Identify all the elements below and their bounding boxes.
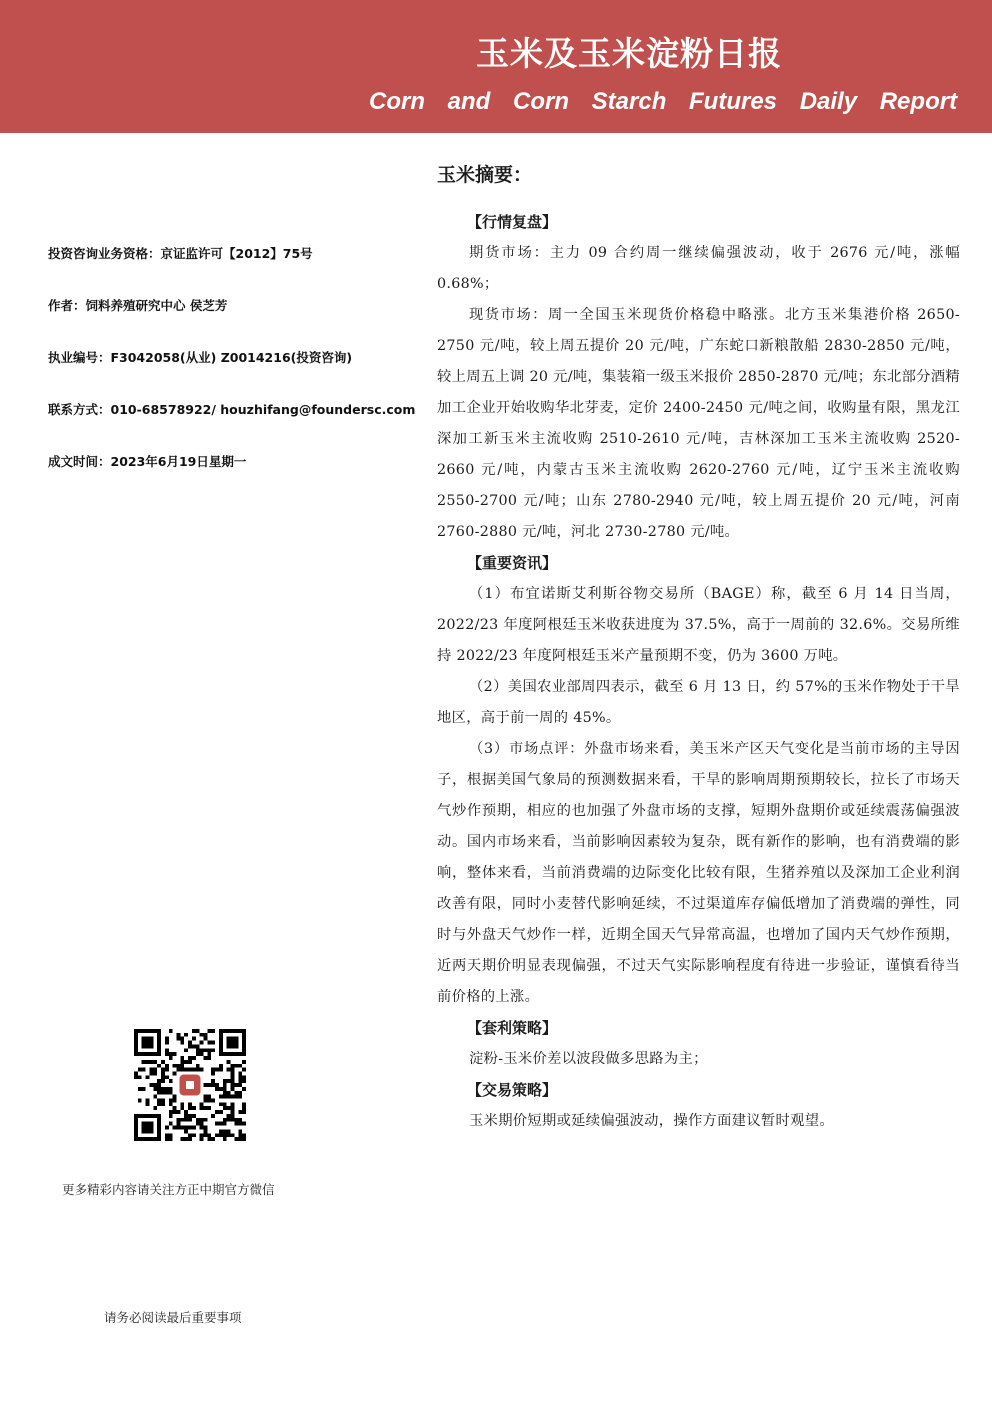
qr-caption: 更多精彩内容请关注方正中期官方微信 <box>62 1182 275 1197</box>
market-review-heading: 【行情复盘】 <box>467 213 558 231</box>
arbitrage-paragraph: 淀粉-玉米价差以波段做多思路为主； <box>469 1051 708 1067</box>
date-line: 成文时间：2023年6月19日星期一 <box>48 454 247 469</box>
qualification-line: 投资咨询业务资格：京证监许可【2012】75号 <box>48 246 313 261</box>
report-header <box>0 0 992 133</box>
futures-market-paragraph: 期货市场：主力 09 合约周一继续偏强波动，收于 2676 元/吨，涨幅 0.68%； <box>437 245 960 292</box>
report-body <box>437 160 960 1137</box>
arbitrage-heading: 【套利策略】 <box>467 1019 558 1037</box>
author-line: 作者：饲料养殖研究中心 侯芝芳 <box>48 298 228 313</box>
author-info-panel <box>48 244 428 504</box>
news-heading: 【重要资讯】 <box>467 554 558 572</box>
disclaimer-note: 请务必阅读最后重要事项 <box>104 1310 242 1325</box>
contact-line: 联系方式：010-68578922/ houzhifang@foundersc.com <box>48 402 416 417</box>
news-item-3: （3）市场点评：外盘市场来看，美玉米产区天气变化是当前市场的主导因子，根据美国气象局的预测数据来看，干旱的影响周期预期较长，拉长了市场天气炒作预期，相应的也加强了外盘市场的支撑，短期外盘期价或延续震荡偏强波动。国内市场来看，当前影响因素较为复杂，既有新作的影响，也有消费端的影响，整体来看，当前消费端的边际变化比较有限，生猪养殖以及深加工企业利润改善有限，同时小麦替代影响延续，不过渠道库存偏低增加了消费端的弹性，同时与外盘天气炒作一样，近期全国天气异常高温，也增加了国内天气炒作预期，近两天期价明显表现偏强，不过天气实际影响程度有待进一步验证，谨慎看待当前价格的上涨。 <box>437 741 960 1005</box>
trading-paragraph: 玉米期价短期或延续偏强波动，操作方面建议暂时观望。 <box>469 1113 834 1129</box>
trading-heading: 【交易策略】 <box>467 1081 558 1099</box>
license-line: 执业编号：F3042058(从业) Z0014216(投资咨询) <box>48 350 353 365</box>
report-title-cn: 玉米及玉米淀粉日报 <box>476 34 782 73</box>
report-title-en: Corn and Corn Starch Futures Daily Report <box>369 88 958 115</box>
news-item-1: （1）布宜诺斯艾利斯谷物交易所（BAGE）称，截至 6 月 14 日当周，2022/23 年度阿根廷玉米收获进度为 37.5%，高于一周前的 32.6%。交易所维持 2022/23 年度阿根廷玉米产量预期不变，仍为 3600 万吨。 <box>437 586 960 664</box>
spot-market-paragraph: 现货市场：周一全国玉米现货价格稳中略涨。北方玉米集港价格 2650-2750 元/吨，较上周五提价 20 元/吨，广东蛇口新粮散船 2830-2850 元/吨，较上周五上调 20 元/吨，集装箱一级玉米报价 2850-2870 元/吨；东北部分酒精加工企业开始收购华北芽麦，定价 2400-2450 元/吨之间，收购量有限，黑龙江深加工新玉米主流收购 2510-2610 元/吨，吉林深加工玉米主流收购 2520-2660 元/吨，内蒙古玉米主流收购 2620-2760 元/吨，辽宁玉米主流收购 2550-2700 元/吨；山东 2780-2940 元/吨，较上周五提价 20 元/吨，河南 2760-2880 元/吨，河北 2730-2780 元/吨。 <box>437 307 960 540</box>
summary-title: 玉米摘要： <box>437 164 533 186</box>
news-item-2: （2）美国农业部周四表示，截至 6 月 13 日，约 57%的玉米作物处于干旱地区，高于前一周的 45%。 <box>437 679 960 726</box>
wechat-qr-code <box>134 1029 246 1141</box>
